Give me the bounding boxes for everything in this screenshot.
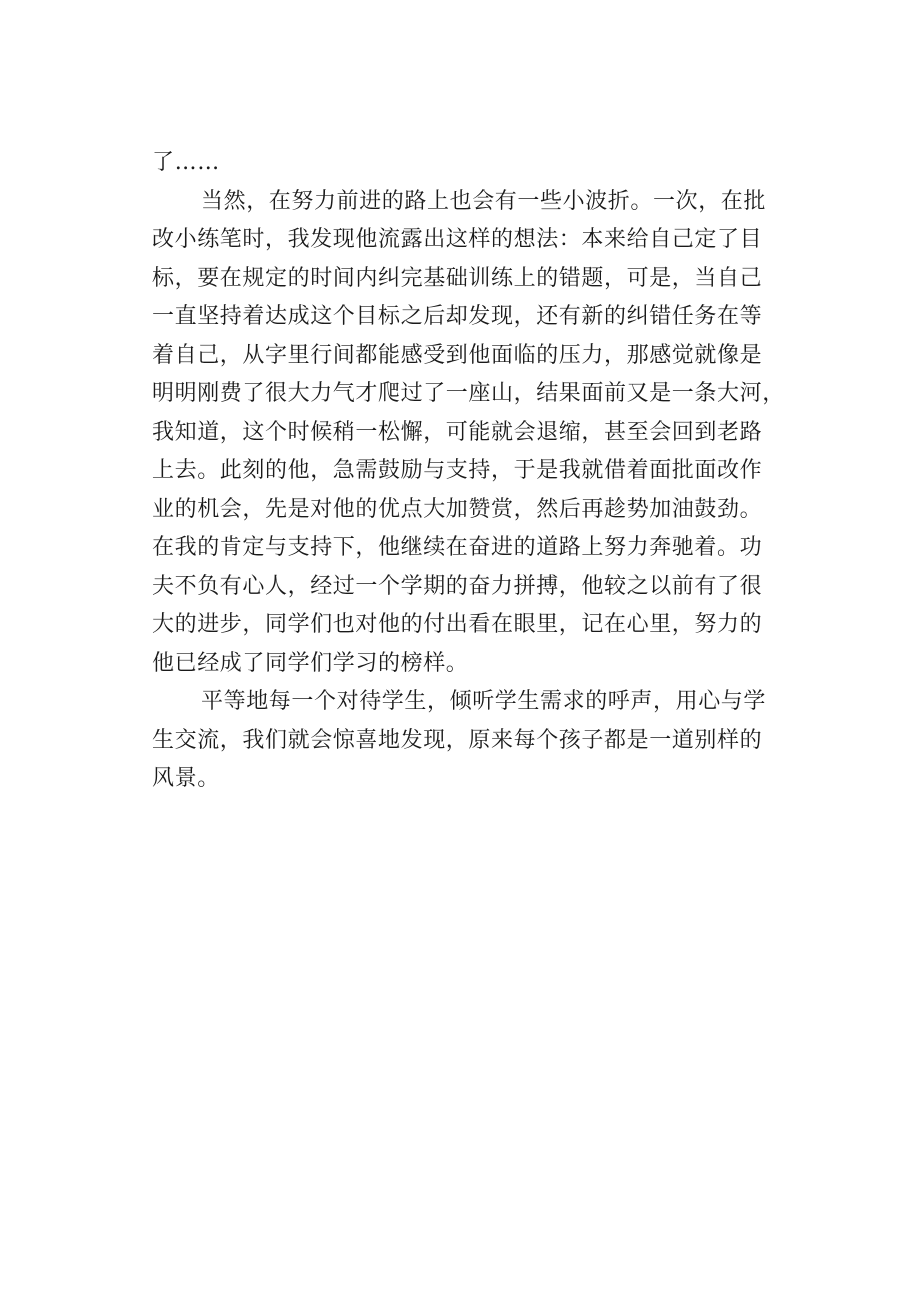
text-line: 一直坚持着达成这个目标之后却发现，还有新的纠错任务在等 xyxy=(152,304,763,329)
text-line: 了…… xyxy=(152,150,220,175)
text-line: 大的进步，同学们也对他的付出看在眼里，记在心里，努力的 xyxy=(152,612,763,637)
text-line: 明明刚费了很大力气才爬过了一座山，结果面前又是一条大河， xyxy=(152,381,785,406)
text-line: 风景。 xyxy=(152,766,220,791)
text-line: 当然，在努力前进的路上也会有一些小波折。一次，在批 xyxy=(201,188,767,214)
text-line: 着自己，从字里行间都能感受到他面临的压力，那感觉就像是 xyxy=(152,342,763,368)
paragraph-1 xyxy=(152,144,782,183)
text-line: 夫不负有心人，经过一个学期的奋力拼搏，他较之以前有了很 xyxy=(152,573,763,599)
text-line: 改小练笔时，我发现他流露出这样的想法：本来给自己定了目 xyxy=(152,227,763,252)
paragraph-2 xyxy=(152,183,785,684)
text-line: 他已经成了同学们学习的榜样。 xyxy=(152,650,469,676)
text-line: 在我的肯定与支持下，他继续在奋进的道路上努力奔驰着。功 xyxy=(152,535,763,560)
text-line: 平等地每一个对待学生，倾听学生需求的呼声，用心与学 xyxy=(201,689,767,714)
text-line: 标，要在规定的时间内纠完基础训练上的错题，可是，当自己 xyxy=(152,265,763,291)
paragraph-3 xyxy=(152,683,782,799)
text-line: 上去。此刻的他，急需鼓励与支持，于是我就借着面批面改作 xyxy=(152,458,763,483)
text-line: 我知道，这个时候稍一松懈，可能就会退缩，甚至会回到老路 xyxy=(152,419,763,445)
text-line: 业的机会，先是对他的优点大加赞赏，然后再趁势加油鼓劲。 xyxy=(152,496,763,522)
text-line: 生交流，我们就会惊喜地发现，原来每个孩子都是一道别样的 xyxy=(152,727,763,753)
document-body xyxy=(152,144,785,799)
